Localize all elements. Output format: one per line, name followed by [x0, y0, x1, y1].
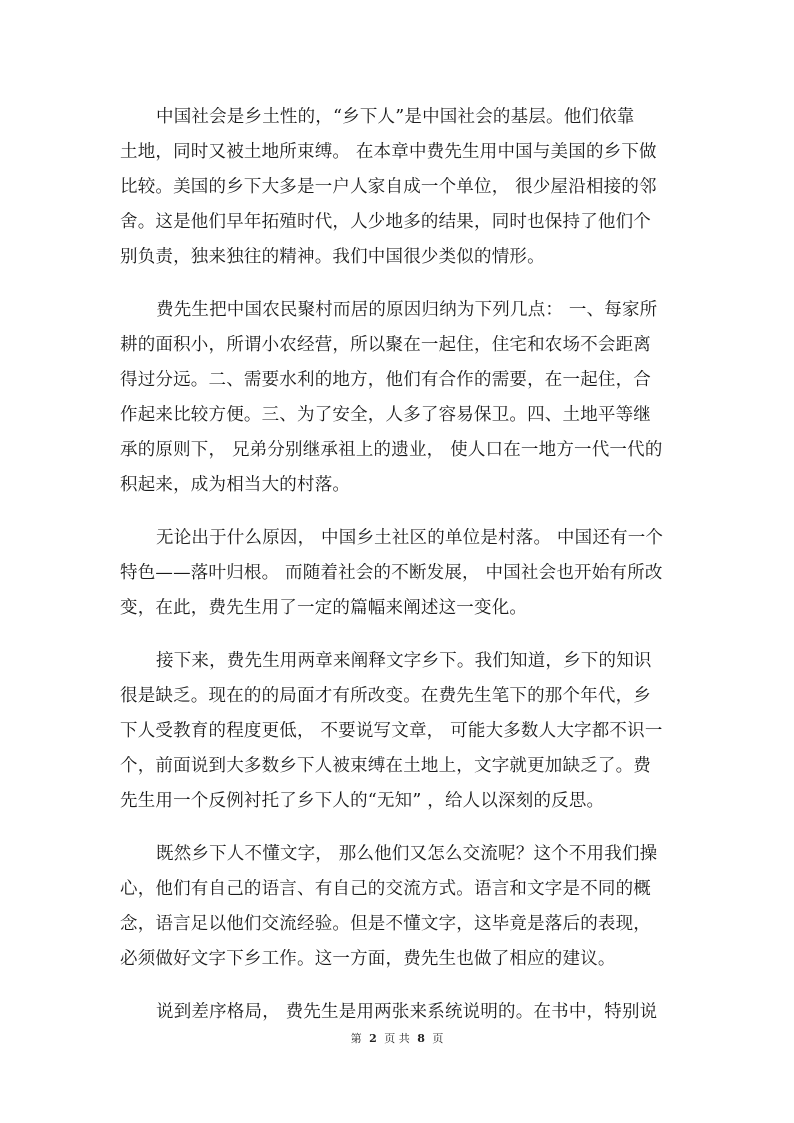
text-line: 必须做好文字下乡工作。这一方面，费先生也做了相应的建议。: [120, 949, 616, 969]
text-line: 无论出于什么原因， 中国乡土社区的单位是村落。 中国还有一个: [156, 528, 664, 548]
text-line: 念，语言足以他们交流经验。但是不懂文字，这毕竟是落后的表现，: [120, 914, 651, 934]
page-footer: [0, 1030, 794, 1046]
text-line: 比较。美国的乡下大多是一户人家自成一个单位， 很少屋沿相接的邻: [120, 177, 657, 197]
footer-suffix: 页: [432, 1032, 444, 1045]
current-page-number: 2: [369, 1032, 377, 1045]
text-line: 作起来比较方便。三、为了安全，人多了容易保卫。四、土地平等继: [120, 405, 651, 425]
text-line: 费先生把中国农民聚村而居的原因归纳为下列几点： 一、每家所: [156, 300, 658, 320]
text-line: 耕的面积小，所谓小农经营，所以聚在一起住，住宅和农场不会距离: [120, 335, 651, 355]
text-line: 个，前面说到大多数乡下人被束缚在土地上，文字就更加缺乏了。费: [120, 756, 651, 776]
text-line: 特色——落叶归根。 而随着社会的不断发展， 中国社会也开始有所改: [120, 563, 663, 583]
text-line: 下人受教育的程度更低， 不要说写文章， 可能大多数人大字都不识一: [120, 721, 663, 741]
text-line: 接下来，费先生用两章来阐释文字乡下。我们知道，乡下的知识: [156, 651, 652, 671]
text-line: 变，在此，费先生用了一定的篇幅来阐述这一变化。: [120, 598, 528, 618]
text-line: 心，他们有自己的语言、有自己的交流方式。语言和文字是不同的概: [120, 879, 651, 899]
text-line: 中国社会是乡土性的，“乡下人”是中国社会的基层。他们依靠: [156, 107, 635, 127]
footer-middle: 页 共: [384, 1032, 410, 1045]
text-line: 舍。这是他们早年拓殖时代，人少地多的结果，同时也保持了他们个: [120, 212, 651, 232]
text-line: 很是缺乏。现在的的局面才有所改变。在费先生笔下的那个年代，乡: [120, 686, 651, 706]
text-line: 先生用一个反例衬托了乡下人的“无知” ，给人以深刻的反思。: [120, 791, 605, 811]
footer-prefix: 第: [350, 1032, 362, 1045]
text-line: 土地，同时又被土地所束缚。 在本章中费先生用中国与美国的乡下做: [120, 142, 657, 162]
total-page-count: 8: [417, 1032, 425, 1045]
text-line: 得过分远。二、需要水利的地方，他们有合作的需要，在一起住，合: [120, 370, 651, 390]
text-line: 说到差序格局， 费先生是用两张来系统说明的。在书中，特别说: [156, 1002, 658, 1022]
text-line: 别负责，独来独往的精神。我们中国很少类似的情形。: [120, 247, 545, 267]
text-line: 既然乡下人不懂文字， 那么他们又怎么交流呢？这个不用我们操: [156, 844, 658, 864]
text-line: 积起来，成为相当大的村落。: [120, 475, 351, 495]
text-line: 承的原则下， 兄弟分别继承祖上的遗业， 使人口在一地方一代一代的: [120, 440, 663, 460]
